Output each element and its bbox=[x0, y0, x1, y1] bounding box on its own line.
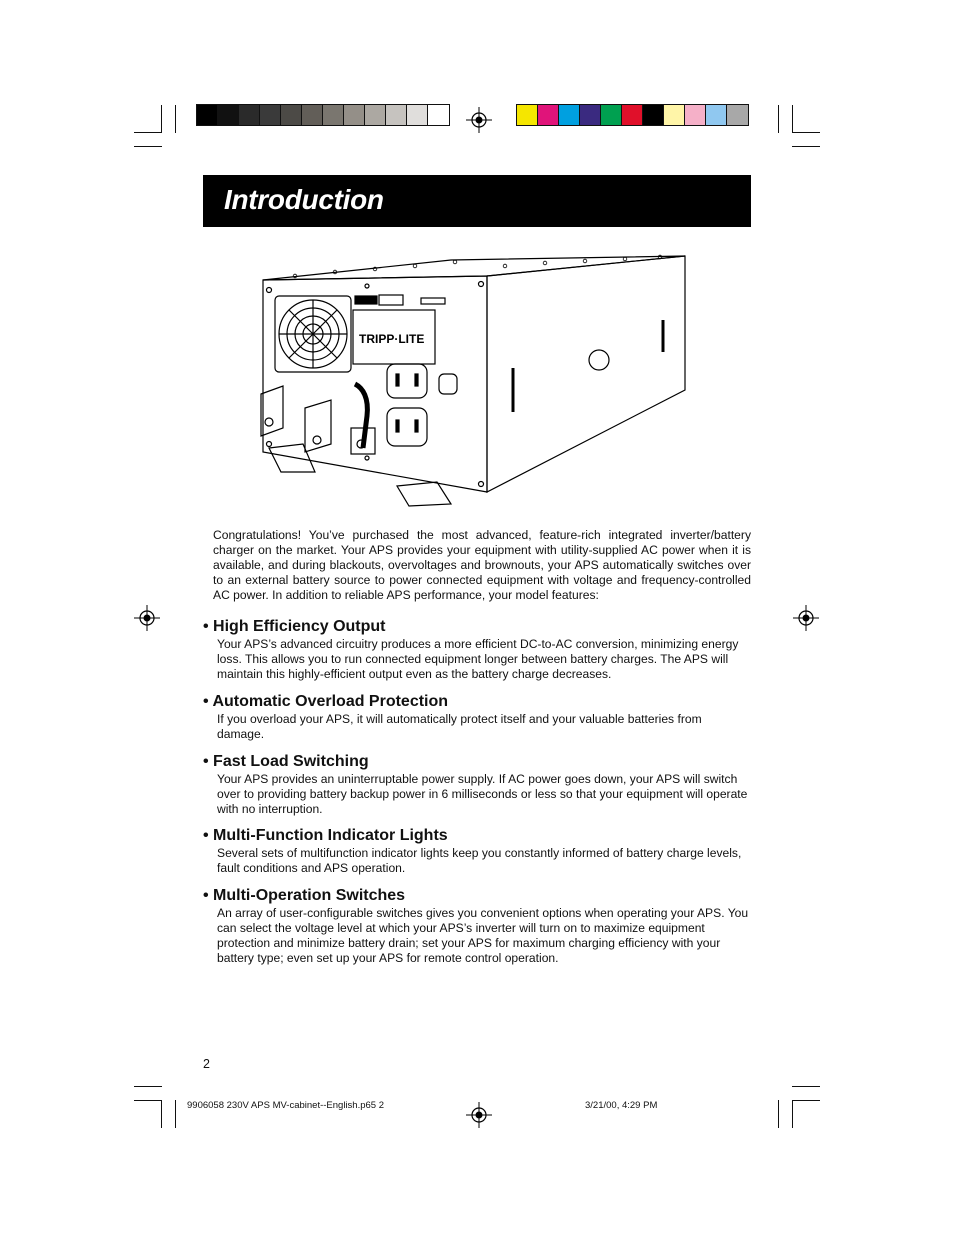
color-swatch bbox=[197, 105, 218, 125]
crop-mark bbox=[792, 1100, 820, 1101]
color-swatch bbox=[643, 105, 664, 125]
color-swatch bbox=[260, 105, 281, 125]
crop-mark bbox=[175, 105, 176, 133]
feature-heading: • High Efficiency Output bbox=[203, 618, 386, 635]
section-title-band bbox=[203, 175, 751, 227]
color-swatch bbox=[386, 105, 407, 125]
feature-item bbox=[203, 617, 751, 682]
feature-heading: • Multi-Function Indicator Lights bbox=[203, 827, 448, 844]
crop-mark bbox=[778, 105, 779, 133]
feature-heading: • Multi-Operation Switches bbox=[203, 887, 406, 904]
color-swatch bbox=[727, 105, 748, 125]
color-swatch bbox=[302, 105, 323, 125]
crop-mark bbox=[792, 1100, 793, 1128]
feature-item bbox=[203, 826, 751, 876]
color-swatch bbox=[517, 105, 538, 125]
color-swatch bbox=[323, 105, 344, 125]
grayscale-calibration-bar bbox=[196, 104, 450, 126]
feature-body: Your APS provides an uninterruptable power supply. If AC power goes down, your APS will switch over to providing battery backup power in 6 milliseconds or less so that your equipment will operate with no interruption. bbox=[217, 772, 748, 816]
color-swatch bbox=[218, 105, 239, 125]
color-swatch bbox=[344, 105, 365, 125]
color-swatch bbox=[664, 105, 685, 125]
color-swatch bbox=[538, 105, 559, 125]
brand-logo-text: TRIPP·LITE bbox=[359, 332, 425, 346]
process-color-calibration-bar bbox=[516, 104, 749, 126]
feature-item bbox=[203, 752, 751, 817]
color-swatch bbox=[407, 105, 428, 125]
crop-mark bbox=[161, 105, 162, 133]
feature-body: An array of user-configurable switches gives you convenient options when operating your APS. You can select the voltage level at which your APS’s inverter will turn on to maximize equipment protection and minimize battery drain; set your APS for maximum charging efficiency with your battery type; even set up your APS for remote control operation. bbox=[217, 906, 749, 965]
page-title: Introduction bbox=[224, 184, 384, 215]
crop-mark bbox=[792, 1086, 820, 1087]
feature-body: If you overload your APS, it will automatically protect itself and your valuable batteries from damage. bbox=[217, 712, 702, 741]
feature-body: Several sets of multifunction indicator lights keep you constantly informed of battery charge levels, fault conditions and APS operation. bbox=[217, 846, 742, 875]
color-swatch bbox=[559, 105, 580, 125]
crop-mark bbox=[134, 132, 162, 133]
registration-mark-icon bbox=[793, 605, 819, 631]
color-swatch bbox=[622, 105, 643, 125]
color-swatch bbox=[281, 105, 302, 125]
registration-mark-icon bbox=[466, 1102, 492, 1128]
feature-item bbox=[203, 692, 751, 742]
feature-body: Your APS’s advanced circuitry produces a more efficient DC-to-AC conversion, minimizing energy loss. This allows you to run connected equipment longer between battery charges. The APS will maintain this highly-efficient output even as the battery charge decreases. bbox=[217, 637, 739, 681]
color-swatch bbox=[365, 105, 386, 125]
registration-mark-icon bbox=[134, 605, 160, 631]
color-swatch bbox=[601, 105, 622, 125]
crop-mark bbox=[792, 146, 820, 147]
feature-heading: • Fast Load Switching bbox=[203, 753, 369, 770]
crop-mark bbox=[134, 1100, 162, 1101]
intro-paragraph: Congratulations! You’ve purchased the most advanced, feature-rich integrated inverter/battery charger on the market. Your APS provides your equipment with utility-supplied AC power when it is available, and during blackouts, overvoltages and brownouts, your APS automatically switches over to an external battery source to power connected equipment with voltage and frequency-controlled AC power. In addition to reliable APS performance, your model features: bbox=[213, 528, 751, 602]
page-number: 2 bbox=[203, 1057, 210, 1071]
crop-mark bbox=[792, 132, 820, 133]
crop-mark bbox=[175, 1100, 176, 1128]
crop-mark bbox=[134, 146, 162, 147]
color-swatch bbox=[685, 105, 706, 125]
crop-mark bbox=[778, 1100, 779, 1128]
color-swatch bbox=[239, 105, 260, 125]
aps-inverter-illustration bbox=[255, 248, 695, 510]
feature-item bbox=[203, 886, 751, 966]
feature-heading: • Automatic Overload Protection bbox=[203, 693, 449, 710]
color-swatch bbox=[706, 105, 727, 125]
color-swatch bbox=[580, 105, 601, 125]
footer-date-slug: 3/21/00, 4:29 PM bbox=[585, 1100, 658, 1111]
registration-mark-icon bbox=[466, 107, 492, 133]
crop-mark bbox=[134, 1086, 162, 1087]
footer-file-slug: 9906058 230V APS MV-cabinet--English.p65 2 bbox=[187, 1100, 384, 1111]
color-swatch bbox=[428, 105, 449, 125]
crop-mark bbox=[161, 1100, 162, 1128]
crop-mark bbox=[792, 105, 793, 133]
